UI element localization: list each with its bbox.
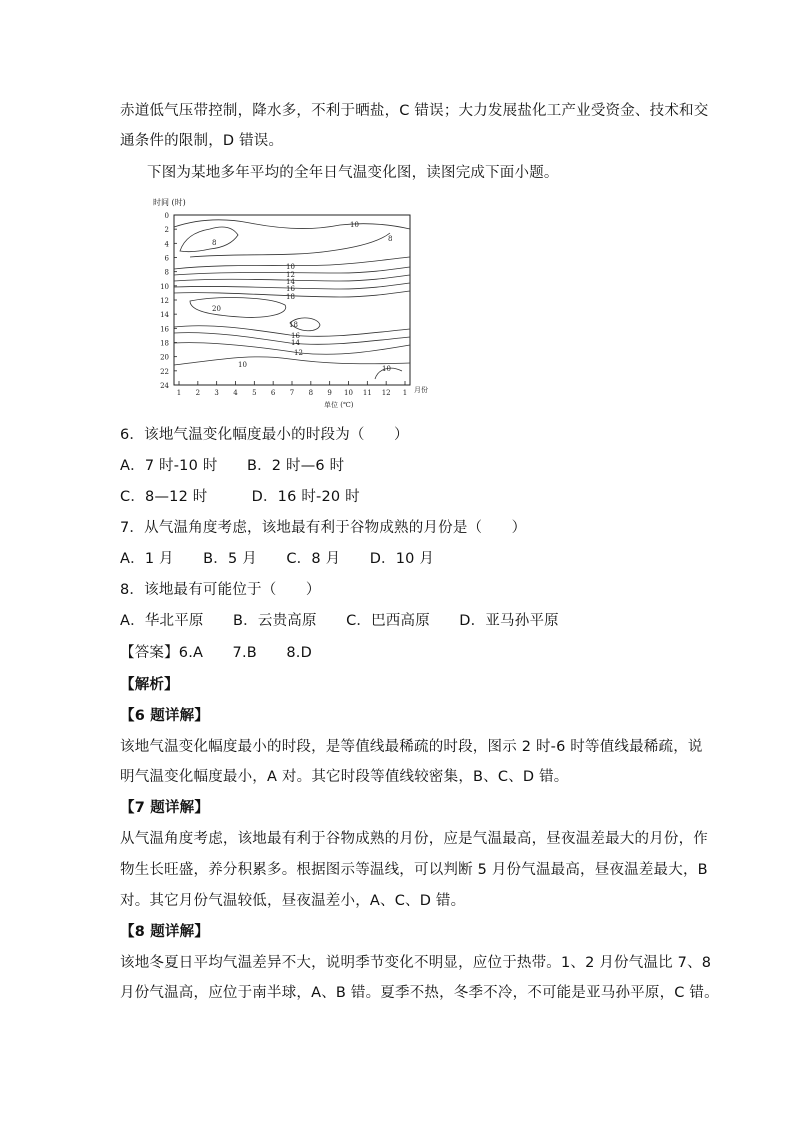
contour-label: 14	[286, 278, 295, 286]
y-tick-label: 24	[160, 382, 169, 390]
text-line: 通条件的限制，D 错误。	[120, 133, 284, 149]
contour-label: 16	[291, 332, 300, 340]
x-tick-label: 12	[381, 389, 391, 397]
contour-label: 12	[294, 349, 303, 357]
x-tick-label: 11	[362, 389, 372, 397]
x-tick-label: 9	[327, 389, 332, 397]
text-line: 赤道低气压带控制，降水多，不利于晒盐，C 错误；大力发展盐化工产业受资金、技术和交	[120, 103, 709, 119]
y-tick-label: 8	[164, 268, 169, 277]
x-ticks	[177, 381, 407, 397]
question-7-stem: 7．从气温角度考虑，该地最有利于谷物成熟的月份是（ ）	[120, 520, 527, 536]
contour-label: 10	[382, 365, 391, 373]
contour-label: 12	[286, 271, 295, 279]
figure-intro: 下图为某地多年平均的全年日气温变化图，读图完成下面小题。	[147, 165, 559, 181]
contour-label: 18	[286, 293, 295, 301]
y-tick-label: 20	[160, 353, 169, 362]
y-tick-label: 18	[160, 339, 169, 348]
contour-label: 14	[291, 339, 300, 347]
y-tick-label: 2	[164, 226, 169, 235]
y-tick-label: 14	[160, 311, 169, 320]
q7-explanation: 从气温角度考虑，该地最有利于谷物成熟的月份，应是气温最高，昼夜温差最大的月份，作	[120, 831, 708, 847]
analysis-heading: 【解析】	[120, 677, 179, 693]
q7-heading: 【7 题详解】	[120, 800, 210, 816]
q7-explanation: 物生长旺盛，养分积累多。根据图示等温线，可以判断 5 月份气温最高，昼夜温差最大，B	[120, 862, 708, 878]
x-tick-label: 8	[308, 389, 314, 397]
question-8-options: A．华北平原 B．云贵高原 C．巴西高原 D．亚马孙平原	[120, 613, 559, 629]
y-tick-label: 4	[164, 240, 169, 249]
q8-explanation: 月份气温高，应位于南半球，A、B 错。夏季不热，冬季不冷，不可能是亚马孙平原，C 错。	[120, 985, 719, 1001]
x-tick-label: 4	[233, 389, 238, 397]
x-tick-label: 5	[252, 389, 257, 397]
q6-explanation: 该地气温变化幅度最小的时段，是等值线最稀疏的时段，图示 2 时-6 时等值线最稀疏，说	[120, 739, 703, 755]
x-tick-label: 2	[195, 389, 201, 397]
contour-label: 10	[286, 263, 295, 271]
x-tick-label: 7	[289, 389, 295, 397]
contour-chart	[150, 193, 430, 415]
x-tick-label: 1	[402, 389, 408, 397]
y-tick-label: 16	[160, 325, 169, 334]
x-end-label: 月份	[414, 386, 428, 394]
x-tick-label: 6	[270, 389, 276, 397]
question-6-stem: 6．该地气温变化幅度最小的时段为（ ）	[120, 427, 409, 443]
question-7-options: A．1 月 B．5 月 C．8 月 D．10 月	[120, 551, 435, 567]
contour-label: 8	[212, 239, 217, 247]
q6-explanation: 明气温变化幅度最小，A 对。其它时段等值线较密集，B、C、D 错。	[120, 769, 569, 785]
contour-label: 10	[350, 221, 359, 229]
question-6-options: C．8—12 时 D．16 时-20 时	[120, 489, 360, 505]
y-axis-title: 时间 (时)	[153, 198, 186, 207]
y-tick-label: 10	[160, 282, 169, 291]
contour-label: 10	[238, 361, 247, 369]
question-6-options: A．7 时-10 时 B．2 时—6 时	[120, 458, 345, 474]
x-tick-label: 10	[344, 389, 353, 397]
contour-label: 18	[289, 321, 298, 329]
y-tick-label: 12	[160, 297, 169, 305]
contour-label: 16	[286, 285, 295, 293]
q6-heading: 【6 题详解】	[120, 708, 210, 724]
contour-label: 8	[388, 235, 393, 243]
question-8-stem: 8．该地最有可能位于（ ）	[120, 582, 321, 598]
y-tick-label: 0	[164, 212, 169, 220]
x-tick-label: 3	[214, 389, 219, 397]
x-tick-label: 1	[176, 389, 182, 397]
q7-explanation: 对。其它月份气温较低，昼夜温差小，A、C、D 错。	[120, 893, 466, 909]
answer-line: 【答案】6.A 7.B 8.D	[120, 645, 312, 661]
contour-label: 20	[212, 305, 221, 313]
q8-explanation: 该地冬夏日平均气温差异不大，说明季节变化不明显，应位于热带。1、2 月份气温比 7、8	[120, 955, 712, 971]
y-tick-label: 6	[164, 254, 169, 263]
y-tick-label: 22	[160, 367, 169, 376]
unit-label: 单位 (℃)	[324, 401, 354, 409]
q8-heading: 【8 题详解】	[120, 924, 210, 940]
